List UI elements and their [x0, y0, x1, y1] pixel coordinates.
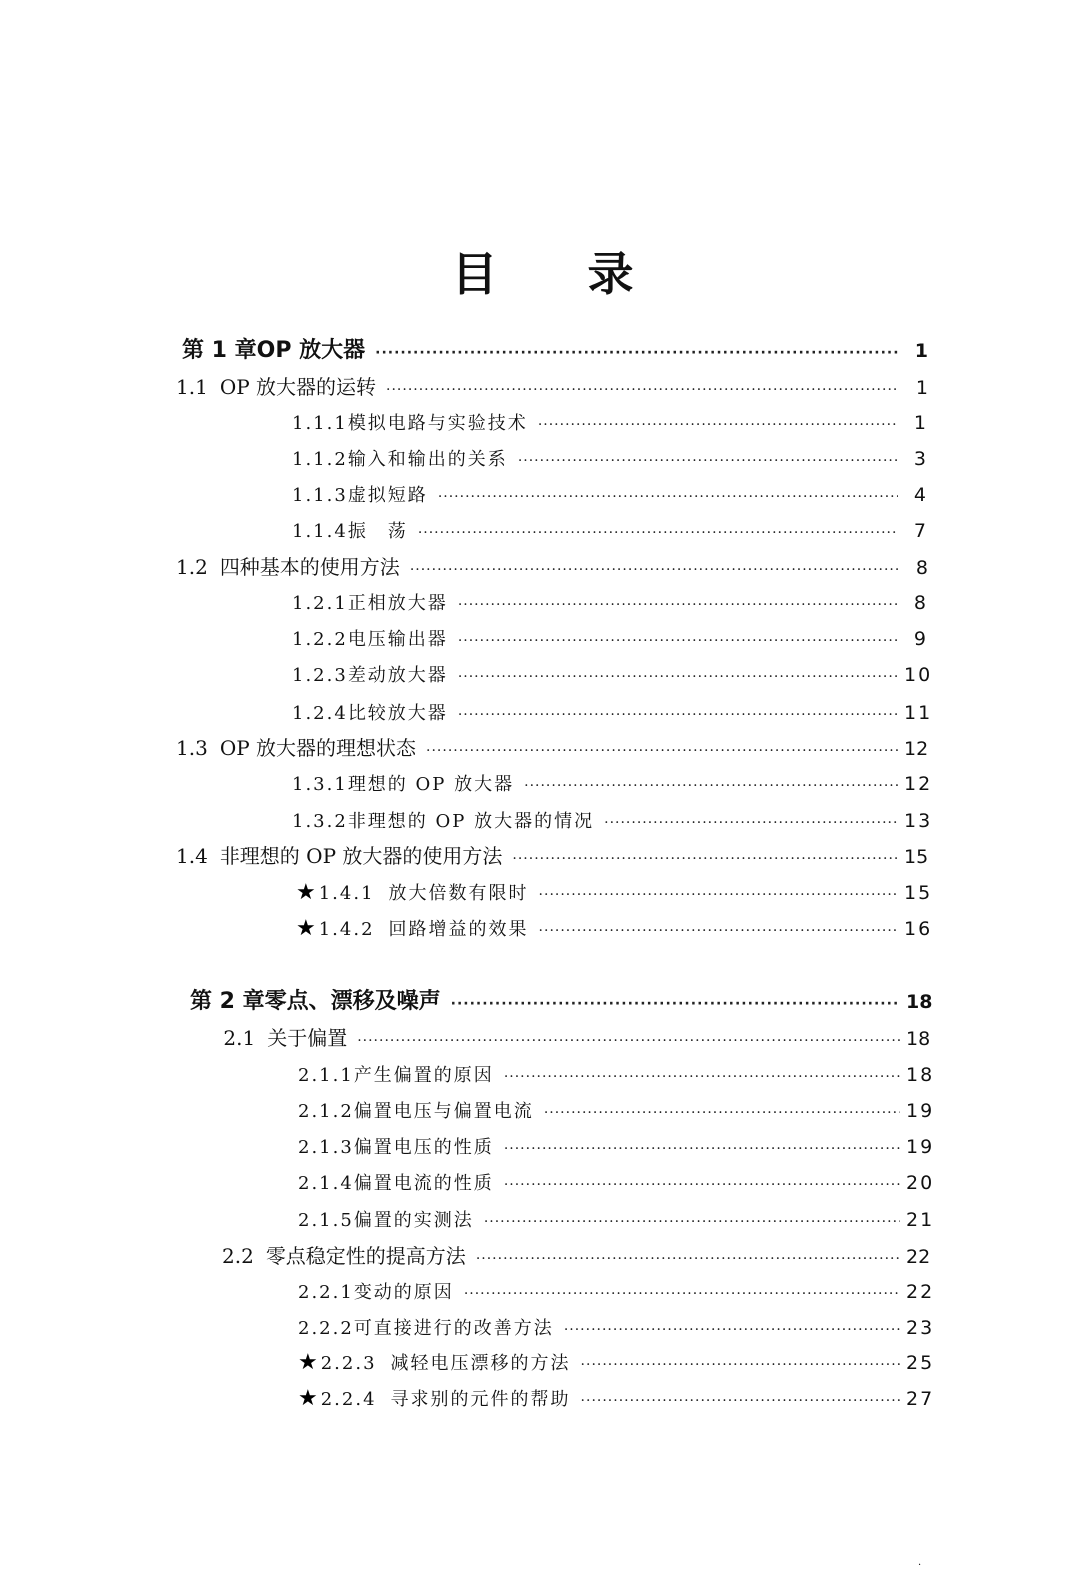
star-icon: ★ — [298, 1350, 320, 1375]
toc-subsection[interactable] — [292, 624, 928, 654]
page-number: 22 — [906, 1246, 931, 1268]
dot-leader — [458, 700, 898, 730]
section-title: 零点稳定性的提高方法 — [265, 1244, 466, 1268]
dot-leader — [581, 1350, 900, 1380]
subsection-title: 放大倍数有限时 — [388, 883, 529, 904]
chapter-title: OP 放大器 — [256, 338, 366, 363]
section-number: 1.1 — [176, 375, 208, 399]
section-number: 1.4 — [176, 844, 208, 868]
toc-section[interactable] — [176, 733, 928, 763]
chapter-number: 第 1 章 — [182, 338, 257, 363]
page-number: 10 — [904, 664, 933, 686]
subsection-title: 减轻电压漂移的方法 — [390, 1353, 571, 1374]
section-title: 非理想的 OP 放大器的使用方法 — [219, 844, 503, 868]
page-number: 20 — [906, 1172, 935, 1194]
toc-subsection[interactable] — [298, 1313, 935, 1343]
dot-leader — [518, 446, 898, 476]
subsection-number: 2.2.2 — [298, 1318, 354, 1339]
subsection-title: 电压输出器 — [347, 629, 448, 650]
subsection-number: 1.2.2 — [292, 629, 348, 650]
subsection-number: 1.2.1 — [292, 593, 348, 614]
dot-leader — [504, 1134, 900, 1164]
dot-leader — [426, 736, 898, 766]
page-number: 8 — [913, 592, 928, 614]
page-number: 7 — [913, 520, 928, 542]
subsection-number: ★1.4.2 — [296, 916, 375, 941]
subsection-title: 变动的原因 — [353, 1282, 454, 1303]
toc-subsection[interactable] — [292, 806, 933, 836]
toc-subsection[interactable] — [292, 408, 928, 438]
toc-subsection[interactable] — [296, 914, 933, 944]
toc-subsection[interactable] — [296, 878, 933, 908]
subsection-number: 1.1.3 — [292, 485, 348, 506]
star-icon: ★ — [298, 1386, 320, 1411]
dot-leader — [438, 482, 898, 512]
subsection-title: 偏置电压与偏置电流 — [353, 1101, 534, 1122]
page-number: 21 — [906, 1209, 935, 1231]
dot-leader — [564, 1315, 900, 1345]
subsection-number: ★1.4.1 — [296, 880, 375, 905]
subsection-number: 2.1.5 — [298, 1210, 354, 1231]
subsection-title: 差动放大器 — [347, 665, 448, 686]
toc-subsection[interactable] — [298, 1132, 935, 1162]
subsection-title: 模拟电路与实验技术 — [347, 413, 528, 434]
page-number: 11 — [904, 702, 933, 724]
chapter-number: 第 2 章 — [190, 989, 265, 1014]
subsection-title: 可直接进行的改善方法 — [353, 1318, 554, 1339]
toc-subsection[interactable] — [298, 1168, 935, 1198]
section-title: OP 放大器的理想状态 — [219, 736, 417, 760]
subsection-number: 2.1.2 — [298, 1101, 354, 1122]
toc-subsection[interactable] — [292, 516, 928, 546]
toc-section[interactable] — [176, 372, 928, 402]
dot-leader — [504, 1062, 900, 1092]
page-number: 22 — [906, 1281, 935, 1303]
subsection-number: 1.1.2 — [292, 449, 348, 470]
section-number: 1.3 — [176, 736, 208, 760]
page-number: 18 — [906, 1064, 935, 1086]
subsection-number: 2.1.4 — [298, 1173, 354, 1194]
subsection-number: 1.2.3 — [292, 665, 348, 686]
page-number: 13 — [904, 810, 933, 832]
page-number: 27 — [906, 1388, 935, 1410]
subsection-number: ★2.2.4 — [298, 1386, 377, 1411]
subsection-number: 2.1.3 — [298, 1137, 354, 1158]
toc-subsection[interactable] — [298, 1348, 935, 1378]
subsection-title: 偏置电流的性质 — [353, 1173, 494, 1194]
section-title: 关于偏置 — [267, 1026, 348, 1050]
dot-leader — [604, 808, 898, 838]
page-number: 23 — [906, 1317, 935, 1339]
page-number: 16 — [904, 918, 933, 940]
subsection-number: 1.1.1 — [292, 413, 348, 434]
subsection-number: 1.2.4 — [292, 703, 348, 724]
dot-leader — [451, 989, 900, 1019]
page-number: 12 — [904, 773, 933, 795]
star-icon: ★ — [296, 916, 318, 941]
page-number: 15 — [904, 882, 933, 904]
page-number: 1 — [914, 340, 928, 362]
page-number: 1 — [913, 412, 928, 434]
dot-leader — [512, 844, 898, 874]
toc-chapter[interactable] — [182, 336, 928, 366]
toc-subsection[interactable] — [292, 660, 933, 690]
section-title: OP 放大器的运转 — [219, 375, 377, 399]
dot-leader — [544, 1098, 900, 1128]
dot-leader — [418, 518, 898, 548]
subsection-title: 比较放大器 — [347, 703, 448, 724]
subsection-title: 偏置电压的性质 — [353, 1137, 494, 1158]
dot-leader — [410, 555, 898, 585]
page-number: 18 — [906, 991, 933, 1013]
page-number: 4 — [913, 484, 928, 506]
toc-subsection[interactable] — [292, 444, 928, 474]
dot-leader — [458, 590, 898, 620]
dot-leader — [464, 1279, 900, 1309]
page-number: 9 — [913, 628, 928, 650]
dot-leader — [386, 375, 898, 405]
page-number: 12 — [904, 738, 929, 760]
page-number: 15 — [904, 846, 929, 868]
toc-section[interactable] — [222, 1023, 930, 1053]
page-number: 18 — [906, 1028, 931, 1050]
subsection-number: 2.1.1 — [298, 1065, 354, 1086]
dot-leader — [484, 1207, 900, 1237]
dot-leader — [476, 1244, 900, 1274]
dot-leader — [458, 626, 898, 656]
section-number: 1.2 — [176, 555, 208, 579]
toc-subsection[interactable] — [298, 1096, 935, 1126]
dot-leader — [375, 338, 898, 368]
subsection-title: 输入和输出的关系 — [347, 449, 508, 470]
toc-subsection[interactable] — [298, 1060, 935, 1090]
toc-subsection[interactable] — [292, 588, 928, 618]
section-number: 2.1 — [223, 1026, 256, 1050]
page-title — [0, 238, 1085, 304]
page-number: 1 — [915, 377, 928, 399]
subsection-title: 正相放大器 — [347, 593, 448, 614]
page-title-char-1: 目 — [451, 247, 498, 301]
toc-subsection[interactable] — [292, 698, 933, 728]
toc-subsection[interactable] — [298, 1205, 935, 1235]
page-title-char-2: 录 — [587, 247, 634, 301]
dot-leader — [539, 916, 898, 946]
page-number: 25 — [906, 1352, 935, 1374]
page-number: 3 — [913, 448, 928, 470]
subsection-title: 虚拟短路 — [347, 485, 428, 506]
dot-leader — [538, 410, 898, 440]
chapter-title: 零点、漂移及噪声 — [264, 989, 441, 1014]
scan-speck: · — [918, 1560, 922, 1571]
subsection-number: 1.3.2 — [292, 811, 348, 832]
toc-section[interactable] — [222, 1241, 930, 1271]
dot-leader — [524, 771, 898, 801]
subsection-title: 回路增益的效果 — [388, 919, 529, 940]
subsection-number: 1.3.1 — [292, 774, 348, 795]
section-title: 四种基本的使用方法 — [219, 555, 400, 579]
subsection-number: 2.2.1 — [298, 1282, 354, 1303]
subsection-title: 振 荡 — [347, 521, 408, 542]
toc-section[interactable] — [176, 552, 928, 582]
page-number: 8 — [915, 557, 928, 579]
subsection-title: 偏置的实测法 — [353, 1210, 474, 1231]
page-number: 19 — [906, 1136, 935, 1158]
subsection-title: 寻求别的元件的帮助 — [390, 1389, 571, 1410]
dot-leader — [581, 1386, 900, 1416]
page-number: 19 — [906, 1100, 935, 1122]
toc-subsection[interactable] — [292, 769, 933, 799]
subsection-title: 非理想的 OP 放大器的情况 — [347, 811, 595, 832]
dot-leader — [458, 662, 898, 692]
dot-leader — [357, 1026, 900, 1056]
dot-leader — [539, 880, 898, 910]
star-icon: ★ — [296, 880, 318, 905]
subsection-number: ★2.2.3 — [298, 1350, 377, 1375]
toc-subsection[interactable] — [298, 1384, 935, 1414]
toc-section[interactable] — [176, 841, 928, 871]
subsection-title: 理想的 OP 放大器 — [347, 774, 515, 795]
toc-chapter[interactable] — [190, 987, 933, 1017]
toc-subsection[interactable] — [298, 1277, 935, 1307]
subsection-number: 1.1.4 — [292, 521, 348, 542]
toc-subsection[interactable] — [292, 480, 928, 510]
dot-leader — [504, 1170, 900, 1200]
section-number: 2.2 — [222, 1244, 254, 1268]
subsection-title: 产生偏置的原因 — [353, 1065, 494, 1086]
